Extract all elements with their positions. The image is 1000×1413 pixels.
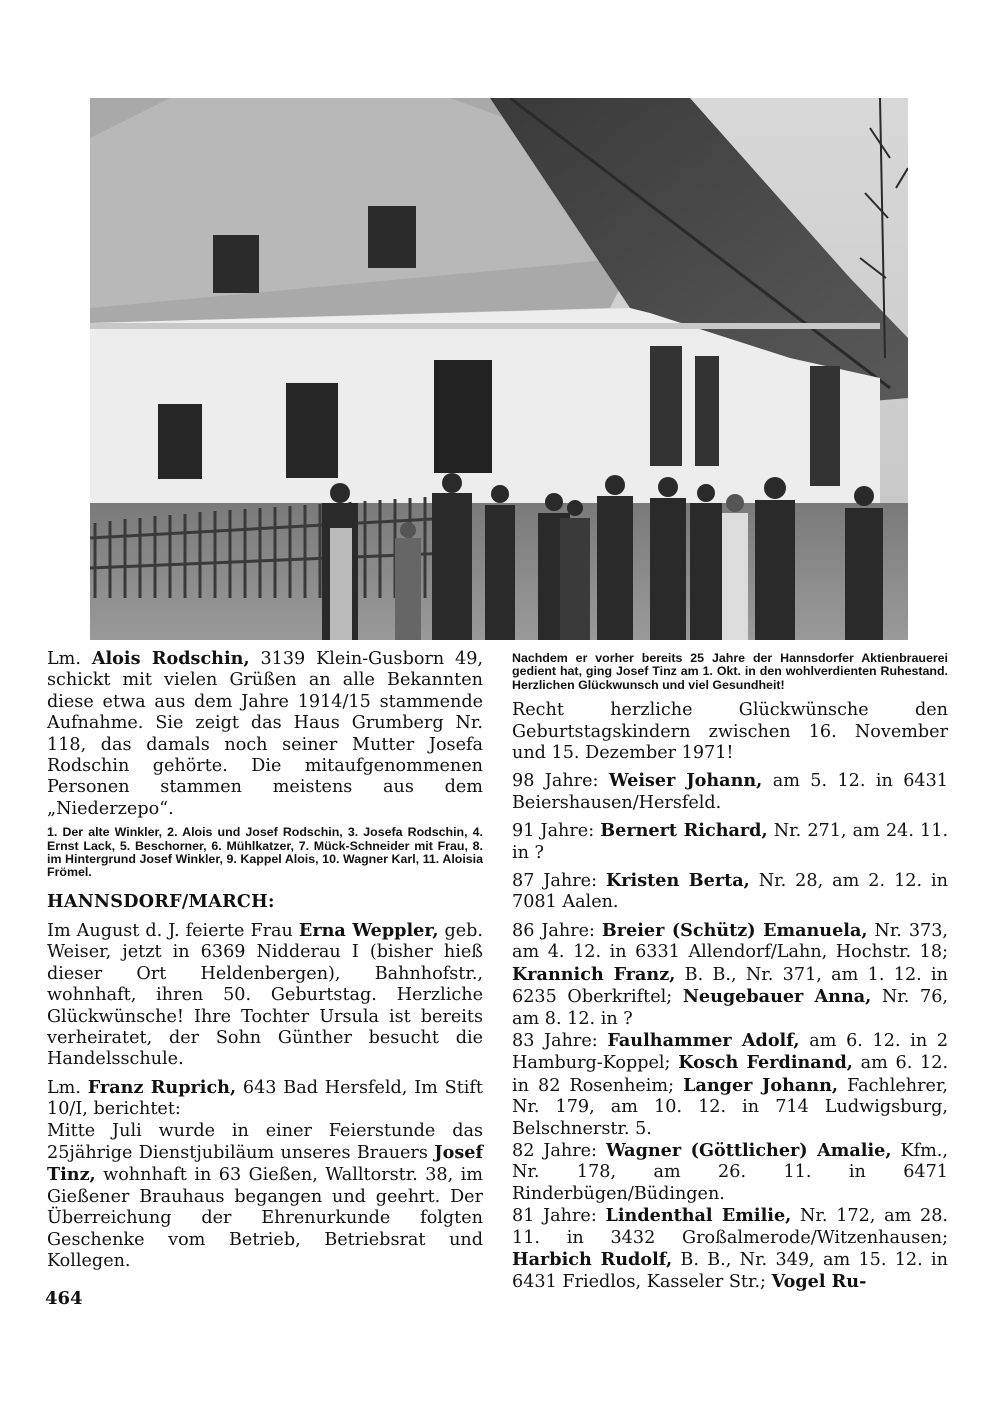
birthday-entry-98: 98 Jahre: Weiser Johann, am 5. 12. in 6431 Beiershausen/Hersfeld. (512, 770, 948, 813)
page-number: 464 (45, 1288, 83, 1309)
birthday-greeting: Recht herzliche Glückwünsche den Geburtstagskindern zwischen 16. November und 15. Dezember 1971! (512, 700, 948, 764)
birthday-entry-83: 83 Jahre: Faulhammer Adolf, am 6. 12. in 2 Hamburg-Koppel; Kosch Ferdinand, am 6. 12. in 82 Rosenheim; Langer Johann, Fachlehrer, Nr. 179, am 10. 12. in 714 Ludwigsburg, Belschnerstr. 5. (512, 1029, 949, 1139)
birthday-entry-81: 81 Jahre: Lindenthal Emilie, Nr. 172, am 28. 11. in 3432 Großalmerode/Witzenhausen; Harbich Rudolf, B. B., Nr. 349, am 15. 12. in 6431 Friedlos, Kasseler Str.; Vogel Ru- (512, 1205, 948, 1293)
paragraph-weppler: Im August d. J. feierte Frau Erna Weppler, geb. Weiser, jetzt in 6369 Nidderau I (bisher hieß dieser Ort Heldenbergen), Bahnhofstr., wohnhaft, ihren 50. Geburtstag. Herzliche Glückwünsche! Ihre Tochter Ursula ist bereits verheiratet, der Sohn Günther besucht die Handelsschule. (47, 919, 484, 1070)
birthday-entry-82: 82 Jahre: Wagner (Göttlicher) Amalie, Kfm., Nr. 178, am 26. 11. in 6471 Rinderbügen/Büdingen. (512, 1139, 948, 1204)
section-heading: HANNSDORF/MARCH: (47, 891, 275, 912)
historical-house-photo (90, 98, 908, 640)
photo-caption: 1. Der alte Winkler, 2. Alois und Josef Rodschin, 3. Josefa Rodschin, 4. Ernst Lack, 5. Beschorner, 6. Mühlkatzer, 7. Mück-Schneider mit Frau, 8. im Hintergrund Josef Winkler, 9. Kappel Alois, 10. Wagner Karl, 11. Aloisia Frömel. (47, 825, 483, 880)
house-photo-illustration (90, 98, 908, 640)
right-column (512, 652, 948, 1294)
paragraph-ruprich: Lm. Franz Ruprich, 643 Bad Hersfeld, Im Stift 10/I, berichtet: (47, 1076, 484, 1120)
birthday-entry-86: 86 Jahre: Breier (Schütz) Emanuela, Nr. 373, am 4. 12. in 6331 Allendorf/Lahn, Hochstr. 18; Krannich Franz, B. B., Nr. 371, am 1. 12. in 6235 Oberkriftel; Neugebauer Anna, Nr. 76, am 8. 12. in ? (512, 919, 948, 1029)
birthday-entry-87: 87 Jahre: Kristen Berta, Nr. 28, am 2. 12. in 7081 Aalen. (512, 870, 948, 913)
intro-paragraph: Lm. Alois Rodschin, 3139 Klein-Gusborn 49, schickt mit vielen Grüßen an alle Bekannten diese etwa aus dem Jahre 1914/15 stammende Aufnahme. Sie zeigt das Haus Grumberg Nr. 118, das damals noch seiner Mutter Josefa Rodschin gehörte. Die mitaufgenommenen Personen stammen meistens aus dem „Niederzepo“. (47, 648, 484, 819)
left-column (47, 648, 483, 1272)
tinz-retirement-note: Nachdem er vorher bereits 25 Jahre der Hannsdorfer Aktienbrauerei gedient hat, ging Josef Tinz am 1. Okt. in den wohlverdienten Ruhestand. Herzlichen Glückwunsch und viel Gesundheit! (512, 651, 948, 692)
birthday-entry-91: 91 Jahre: Bernert Richard, Nr. 271, am 24. 11. in ? (512, 820, 949, 863)
paragraph-tinz: Mitte Juli wurde in einer Feierstunde das 25jährige Dienstjubiläum unseres Brauers Josef Tinz, wohnhaft in 63 Gießen, Walltorstr. 38, im Gießener Brauhaus begangen und geehrt. Der Überreichung der Ehrenurkunde folgten Geschenke vom Betrieb, Betriebsrat und Kollegen. (47, 1120, 484, 1271)
